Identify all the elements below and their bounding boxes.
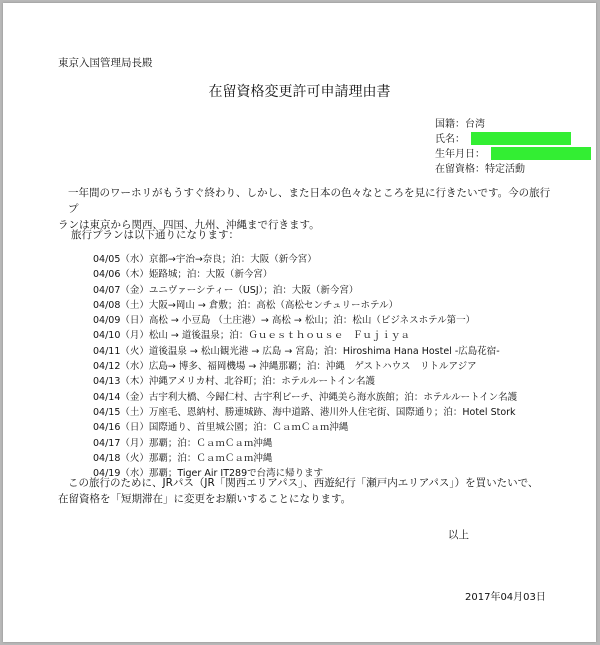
itinerary-item: 04/09（日）高松 → 小豆島 （土庄港）→ 高松 → 松山；泊：松山（ビジネスホテル第一）: [93, 315, 476, 327]
itinerary-item: 04/19（水）那覇；Tiger Air IT289で台湾に帰ります: [93, 468, 324, 480]
document-title: 在留資格変更許可申請理由書: [208, 84, 391, 100]
itinerary-item: 04/07（金）ユニヴァーシティー（USJ）；泊：大阪（新今宮）: [93, 284, 359, 296]
itinerary-item: 04/12（水）広島→ 博多、福岡機場 → 沖縄那覇；泊：沖縄 ゲストハウス リトルアジア: [93, 361, 477, 373]
request-line-1: この旅行のために、JRパス（JR「関西エリアパス」、西遊紀行「瀬戸内エリアパス」）を買いたいで、: [68, 477, 539, 489]
itinerary-item: 04/15（土）万座毛、恩納村、勝連城跡、海中道路、港川外人住宅街、国際通り；泊：Hotel Stork: [93, 406, 516, 418]
closing-mark: 以上: [448, 529, 469, 541]
applicant-info: [435, 117, 591, 177]
document-page: [3, 3, 596, 642]
document-date: 2017年04月03日: [465, 592, 546, 603]
request-paragraph: [58, 475, 578, 507]
birthdate-label: 生年月日：: [435, 149, 485, 160]
reason-line-2: ランは東京から関西、四国、九州、沖縄まで行きます。: [58, 219, 320, 231]
plan-intro: 旅行プランは以下通りになります：: [71, 229, 239, 241]
itinerary-list: [93, 252, 517, 481]
itinerary-item: 04/05（水）京都→宇治→奈良；泊：大阪（新今宮）: [93, 254, 317, 265]
residence-status: 在留資格：特定活動: [435, 164, 525, 175]
itinerary-item: 04/18（火）那覇；泊：ＣａｍＣａｍ沖縄: [93, 452, 273, 464]
itinerary-item: 04/17（月）那覇；泊：ＣａｍＣａｍ沖縄: [93, 437, 273, 449]
nationality: 国籍：台湾: [435, 119, 485, 130]
name-row: [435, 132, 591, 147]
name-label: 氏名：: [435, 134, 465, 145]
reason-paragraph: [58, 185, 558, 233]
birthdate-row: [435, 147, 591, 162]
itinerary-item: 04/13（木）沖縄アメリカ村、北谷町；泊：ホテルルートイン名護: [93, 376, 376, 388]
birthdate-redaction: [491, 147, 591, 160]
itinerary-item: 04/11（火）道後温泉 → 松山観光港 → 広島 → 宮島；泊：Hiroshima Hana Hostel -広島花宿-: [93, 345, 500, 357]
itinerary-item: 04/16（日）国際通り、首里城公園；泊：ＣａｍＣａｍ沖縄: [93, 422, 349, 434]
addressee: 東京入国管理局長殿: [58, 57, 153, 69]
itinerary-item: 04/14（金）古宇利大橋、今歸仁村、古宇利ビーチ、沖縄美ら海水族館；泊：ホテルルートイン名護: [93, 391, 518, 403]
reason-line-1: 一年間のワーホリがもうすぐ終わり、しかし、また日本の色々なところを見に行きたいです。今の旅行プ: [68, 187, 551, 215]
request-line-2: 在留資格を「短期滞在」に変更をお願いすることになります。: [58, 493, 352, 505]
itinerary-item: 04/08（土）大阪→岡山 → 倉敷；泊：高松（高松センチュリーホテル）: [93, 299, 399, 311]
itinerary-item: 04/06（木）姫路城；泊：大阪（新今宮）: [93, 269, 273, 281]
itinerary-item: 04/10（月）松山 → 道後温泉；泊：Ｇｕｅｓｔｈｏｕｓｅ Ｆｕｊｉｙａ: [93, 330, 410, 342]
name-redaction: [471, 132, 571, 145]
